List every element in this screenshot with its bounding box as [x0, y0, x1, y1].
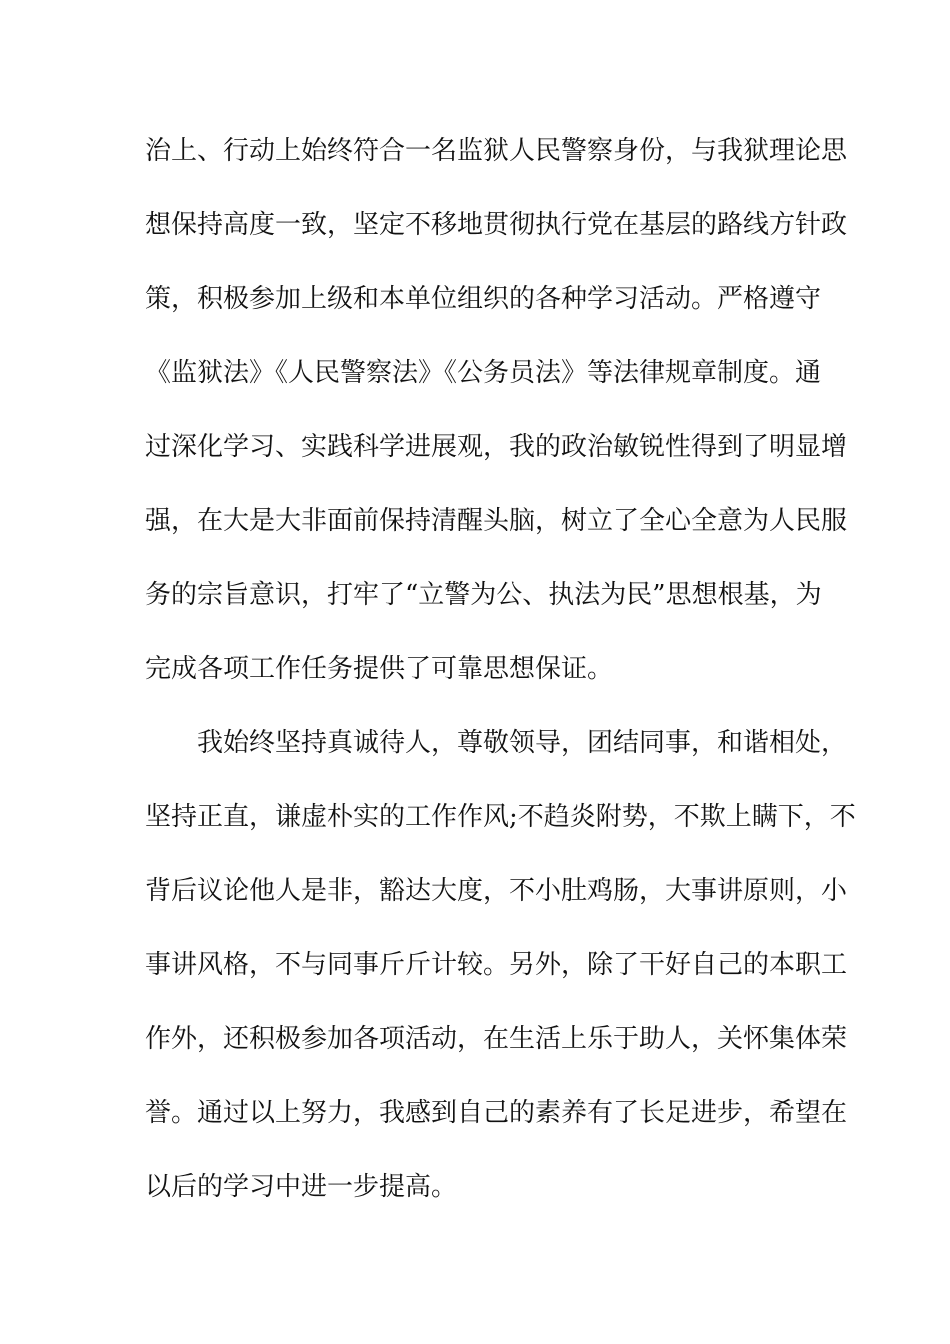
text-line: 策，积极参加上级和本单位组织的各种学习活动。严格遵守 [145, 284, 822, 314]
text-line: 治上、行动上始终符合一名监狱人民警察身份，与我狱理论思 [145, 136, 848, 166]
paragraph-political-study [145, 134, 848, 726]
text-line: 作外，还积极参加各项活动，在生活上乐于助人，关怀集体荣 [145, 1024, 848, 1054]
text-line: 完成各项工作任务提供了可靠思想保证。 [145, 654, 614, 684]
text-line: 事讲风格，不与同事斤斤计较。另外，除了干好自己的本职工 [145, 950, 848, 980]
paragraph-interpersonal-conduct [145, 726, 856, 1244]
text-line: 以后的学习中进一步提高。 [145, 1172, 458, 1202]
text-line: 坚持正直，谦虚朴实的工作作风;不趋炎附势，不欺上瞒下，不 [145, 802, 856, 832]
text-line: 务的宗旨意识，打牢了“立警为公、执法为民”思想根基，为 [145, 580, 822, 610]
text-line: 强，在大是大非面前保持清醒头脑，树立了全心全意为人民服 [145, 506, 848, 536]
text-line: 我始终坚持真诚待人，尊敬领导，团结同事，和谐相处， [197, 728, 848, 758]
text-line: 誉。通过以上努力，我感到自己的素养有了长足进步，希望在 [145, 1098, 848, 1128]
text-line: 《监狱法》《人民警察法》《公务员法》等法律规章制度。通 [145, 358, 822, 388]
text-line: 过深化学习、实践科学进展观，我的政治敏锐性得到了明显增 [145, 432, 848, 462]
text-line: 背后议论他人是非，豁达大度，不小肚鸡肠，大事讲原则，小 [145, 876, 848, 906]
text-line: 想保持高度一致，坚定不移地贯彻执行党在基层的路线方针政 [145, 210, 848, 240]
